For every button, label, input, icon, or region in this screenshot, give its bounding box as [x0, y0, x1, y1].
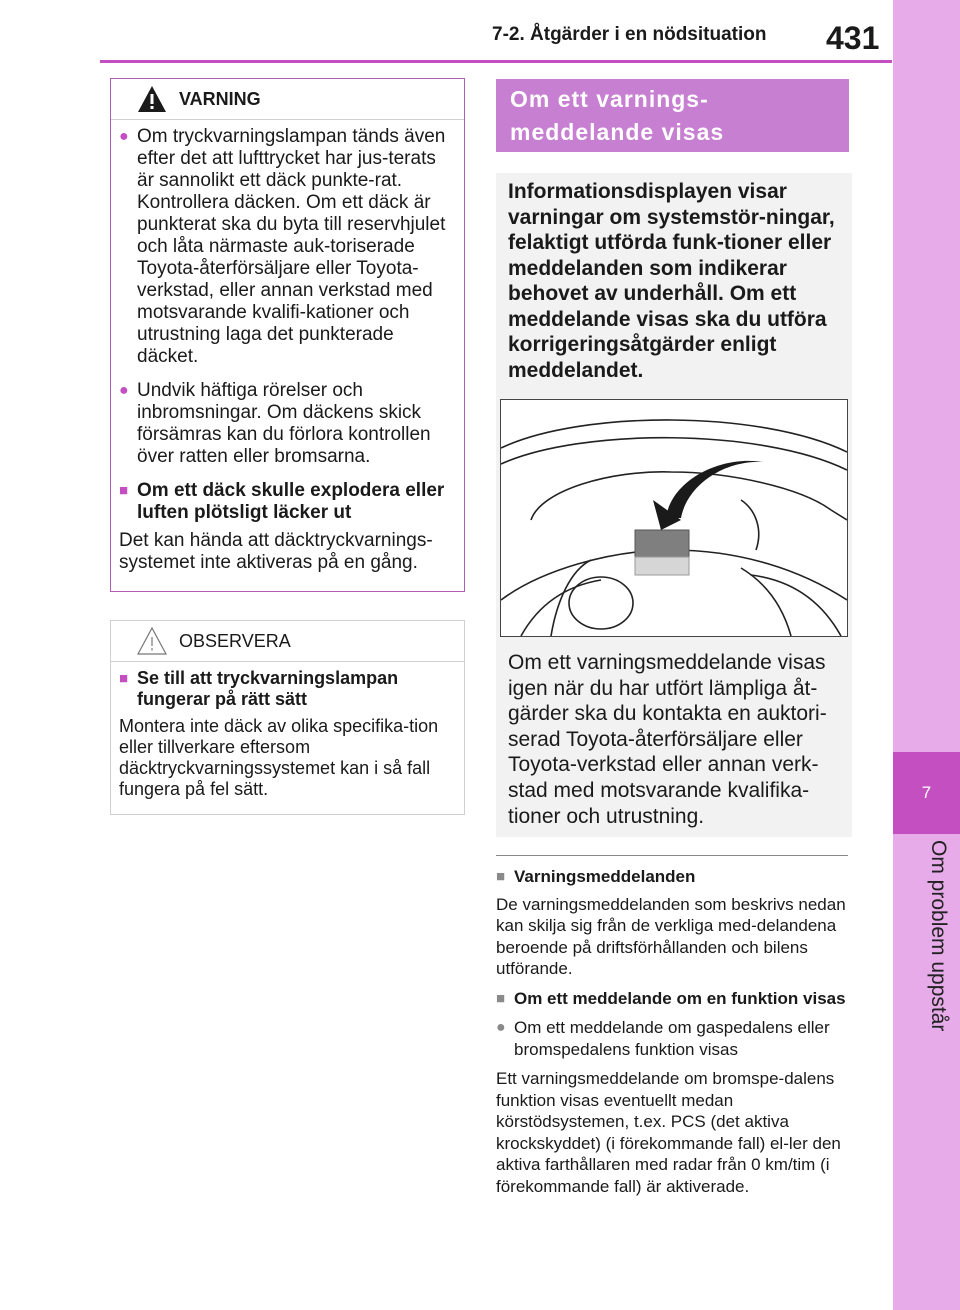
info-after: Om ett varningsmeddelande visas igen när du har utfört lämpliga åt-gärder ska du kontakta en auktori-serad Toyota-återförsäljare eller Toyota-verkstad eller annan verk-stad med motsvarande kvalifika-tioner och utrustning. — [508, 651, 827, 828]
list-item — [119, 126, 450, 368]
list-item — [119, 380, 450, 468]
subheading — [119, 668, 450, 710]
observera-subheading: Se till att tryckvarningslampan fungerar på rätt sätt — [137, 668, 399, 709]
info-intro: Informationsdisplayen visar varningar om systemstör-ningar, felaktigt utförda funk-tioner eller meddelanden som indikerar behovet av underhåll. Om ett meddelande visas ska du utföra korrigeringsåtgärder enligt meddelandet. — [508, 180, 835, 382]
chapter-number: 7 — [893, 752, 960, 834]
observera-header — [111, 621, 464, 662]
observera-box — [110, 620, 465, 815]
section-divider — [496, 855, 848, 856]
right-subheading-2: Om ett meddelande om en funktion visas — [514, 988, 846, 1008]
warning-header — [111, 79, 464, 120]
section-title: 7-2. Åtgärder i en nödsituation — [492, 24, 767, 45]
page-number: 431 — [826, 20, 880, 56]
chapter-title: Om problem uppstår — [927, 840, 950, 1032]
square-marker-icon: ■ — [119, 670, 129, 687]
subheading — [119, 480, 450, 524]
square-marker-icon: ■ — [119, 482, 129, 499]
right-paragraph-2: Ett varningsmeddelande om bromspe-dalens funktion visas eventuellt medan körstödsystemen, t.ex. PCS (det aktiva krockskyddet) (i förekommande fall) el-ler den aktiva farthållaren med radar från 0 km/tim (i förekommande fall) är aktiverade. — [496, 1069, 841, 1196]
info-box — [496, 173, 852, 837]
caution-triangle-icon — [137, 627, 167, 655]
bullet-dot-icon: ● — [119, 128, 129, 145]
right-bullet-1: Om ett meddelande om gaspedalens eller bromspedalens funktion visas — [514, 1018, 830, 1059]
warning-box — [110, 78, 465, 592]
header-divider — [100, 60, 892, 63]
warning-text: Det kan hända att däcktryckvarnings-systemet inte aktiveras på en gång. — [119, 530, 433, 573]
warning-bullet-1: Om tryckvarningslampan tänds även efter det att lufttrycket har jus-terats är sannolikt ett däck punkte-rat. Kontrollera däcken. Om ett däck är punkterat ska du byta till reservhjulet och låta närmaste auk-toriserade Toyota-återförsäljare eller Toyota-verkstad, eller annan verkstad med motsvarande kvalifi-kationer och utrustning laga det punkterade däcket. — [137, 126, 446, 367]
warning-bullet-2: Undvik häftiga rörelser och inbromsningar. Om däckens skick försämras kan du förlora kontrollen över ratten eller bromsarna. — [137, 380, 431, 467]
bullet-dot-icon: ● — [119, 382, 129, 399]
right-paragraph-1: De varningsmeddelanden som beskrivs nedan kan skilja sig från de verkliga med-delandena beroende på driftsförhållanden och bilens utförande. — [496, 894, 846, 978]
right-subheading-1: Varningsmeddelanden — [514, 867, 696, 886]
observera-label: OBSERVERA — [179, 631, 291, 651]
dashboard-illustration — [500, 399, 848, 637]
square-marker-icon: ■ — [496, 989, 506, 1007]
section-heading: Om ett varnings-meddelande visas — [496, 79, 849, 152]
bullet-dot-icon: ● — [496, 1019, 506, 1036]
warning-triangle-icon — [137, 85, 167, 113]
dashboard-drawing — [501, 400, 847, 636]
warning-label: VARNING — [179, 89, 261, 109]
warning-content — [111, 120, 464, 574]
warning-subheading: Om ett däck skulle explodera eller luften plötsligt läcker ut — [137, 480, 445, 523]
subheading — [496, 866, 848, 888]
square-marker-icon: ■ — [496, 868, 506, 885]
right-column — [496, 866, 848, 1205]
list-item — [496, 1017, 848, 1060]
observera-content — [111, 662, 464, 800]
observera-text: Montera inte däck av olika specifika-tion eller tillverkare eftersom däcktryckvarningssystemet kan i så fall fungera på fel sätt. — [119, 716, 439, 799]
side-tab — [893, 0, 960, 1310]
subheading — [496, 988, 848, 1010]
chapter-label — [886, 840, 960, 1050]
